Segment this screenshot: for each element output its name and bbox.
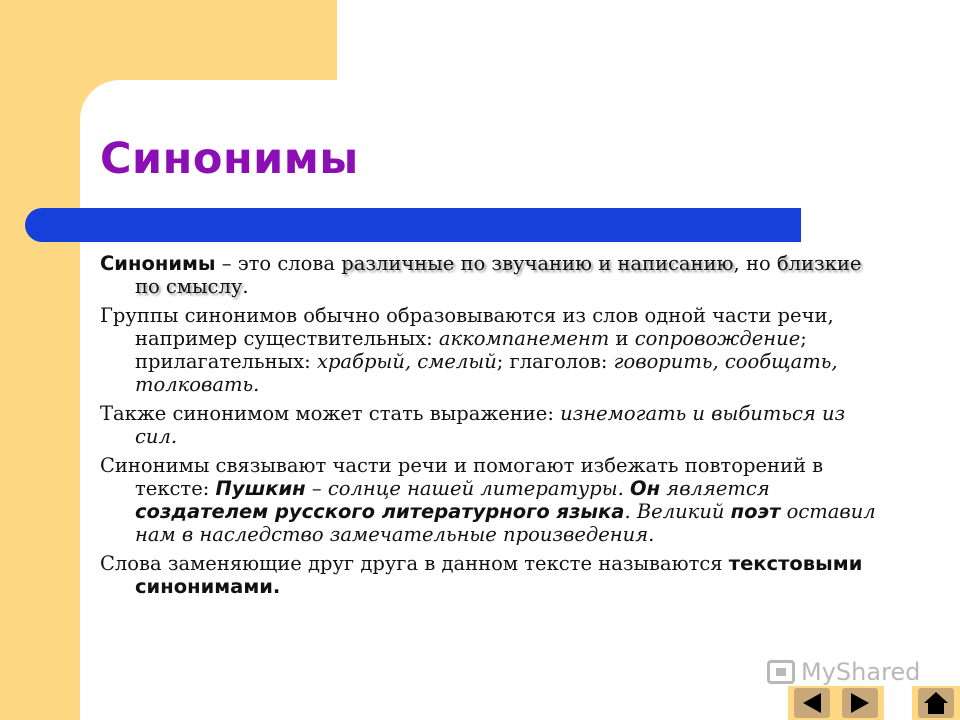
example-text: храбрый, смелый <box>316 350 497 373</box>
example-text: является <box>660 477 770 500</box>
bold-example: Пушкин <box>215 477 306 500</box>
text: Синонимы связывают части речи и помогают избежать повторений в тексте: <box>100 454 824 500</box>
slide-content <box>100 252 890 604</box>
paragraph-pushkin <box>100 454 890 546</box>
logo-icon <box>767 660 795 684</box>
example-text: говорить, сообщать, толковать. <box>135 350 838 396</box>
text: – это слова <box>215 252 342 275</box>
example-text: – солнце нашей литературы. <box>305 477 631 500</box>
text: Также синонимом может стать выражение: <box>100 402 561 425</box>
home-button[interactable] <box>912 686 960 720</box>
paragraph-expression <box>100 402 890 448</box>
paragraph-definition <box>100 252 890 298</box>
prev-icon <box>794 688 830 718</box>
bold-example: создателем русского литературного языка <box>135 500 625 523</box>
highlight-text: различные по звучанию и написанию <box>341 252 734 275</box>
term-bold: текстовыми синонимами. <box>135 552 863 598</box>
example-text: . Великий <box>624 500 731 523</box>
text: Слова заменяющие друг друга в данном тексте называются <box>100 552 729 575</box>
next-icon <box>842 688 878 718</box>
title-underline-bar <box>25 208 801 242</box>
term-bold: Синонимы <box>100 252 216 275</box>
paragraph-textual <box>100 552 890 598</box>
text: ; глаголов: <box>496 350 614 373</box>
example-text: изнемогать и выбиться из сил. <box>135 402 846 448</box>
text: . <box>242 275 249 298</box>
text: ; прилагательных: <box>135 327 807 373</box>
page-title: Синонимы <box>100 134 359 184</box>
example-text: сопровождение <box>634 327 801 350</box>
highlight-text: близкие по смыслу <box>135 252 862 298</box>
paragraph-groups <box>100 304 890 396</box>
text: но <box>739 252 777 275</box>
prev-button[interactable] <box>788 686 836 720</box>
bold-example: Он <box>630 477 661 500</box>
next-button[interactable] <box>836 686 884 720</box>
home-icon <box>918 688 954 718</box>
text: , <box>733 252 740 275</box>
myshared-logo <box>767 657 920 687</box>
example-text: оставил нам в наследство замечательные произведения. <box>135 500 876 546</box>
logo-text: MyShared <box>801 658 921 686</box>
text: Группы синонимов обычно образовываются из слов одной части речи, например существительных: <box>100 304 834 350</box>
example-text: аккомпанемент <box>438 327 610 350</box>
text: и <box>609 327 635 350</box>
bold-example: поэт <box>730 500 781 523</box>
